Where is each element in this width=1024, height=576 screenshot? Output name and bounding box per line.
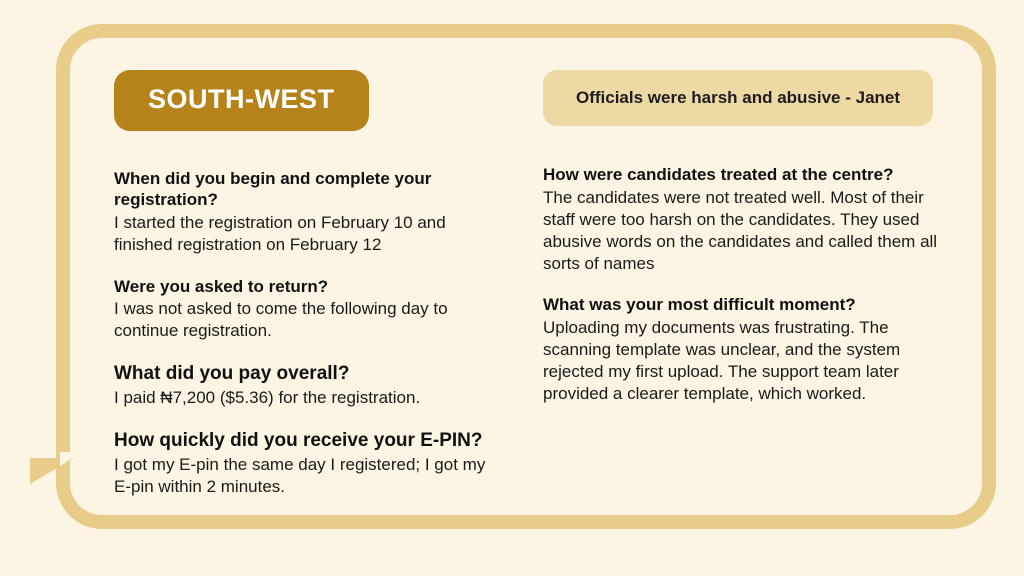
qa-item [114,362,504,409]
qa-item [114,168,504,256]
quote-banner: Officials were harsh and abusive - Janet [543,70,933,126]
qa-question: What did you pay overall? [114,362,350,384]
qa-question: What was your most difficult moment? [543,295,856,315]
qa-answer: I started the registration on February 10 and finished registration on February 12 [114,212,446,254]
left-qa-list [114,168,504,498]
qa-item [543,164,943,274]
qa-answer: I paid ₦7,200 ($5.36) for the registration. [114,387,421,407]
qa-answer: Uploading my documents was frustrating. The scanning template was unclear, and the system rejected my first upload. The support team later provided a clearer template, which worked. [543,317,901,403]
qa-question: How quickly did you receive your E-PIN? [114,429,483,451]
qa-item [543,294,943,404]
qa-question: When did you begin and complete your registration? [114,169,432,210]
right-qa-list [543,164,943,404]
right-column [543,70,943,425]
region-badge: SOUTH-WEST [114,70,369,131]
qa-item [114,429,504,498]
qa-question: Were you asked to return? [114,276,329,296]
qa-answer: I was not asked to come the following day to continue registration. [114,299,448,340]
qa-answer: The candidates were not treated well. Most of their staff were too harsh on the candidates. They used abusive words on the candidates and called them all sorts of names [543,187,938,273]
qa-answer: I got my E-pin the same day I registered; I got my E-pin within 2 minutes. [114,454,486,496]
qa-item [114,276,504,342]
left-column [114,70,504,518]
qa-question: How were candidates treated at the centre? [543,165,894,185]
